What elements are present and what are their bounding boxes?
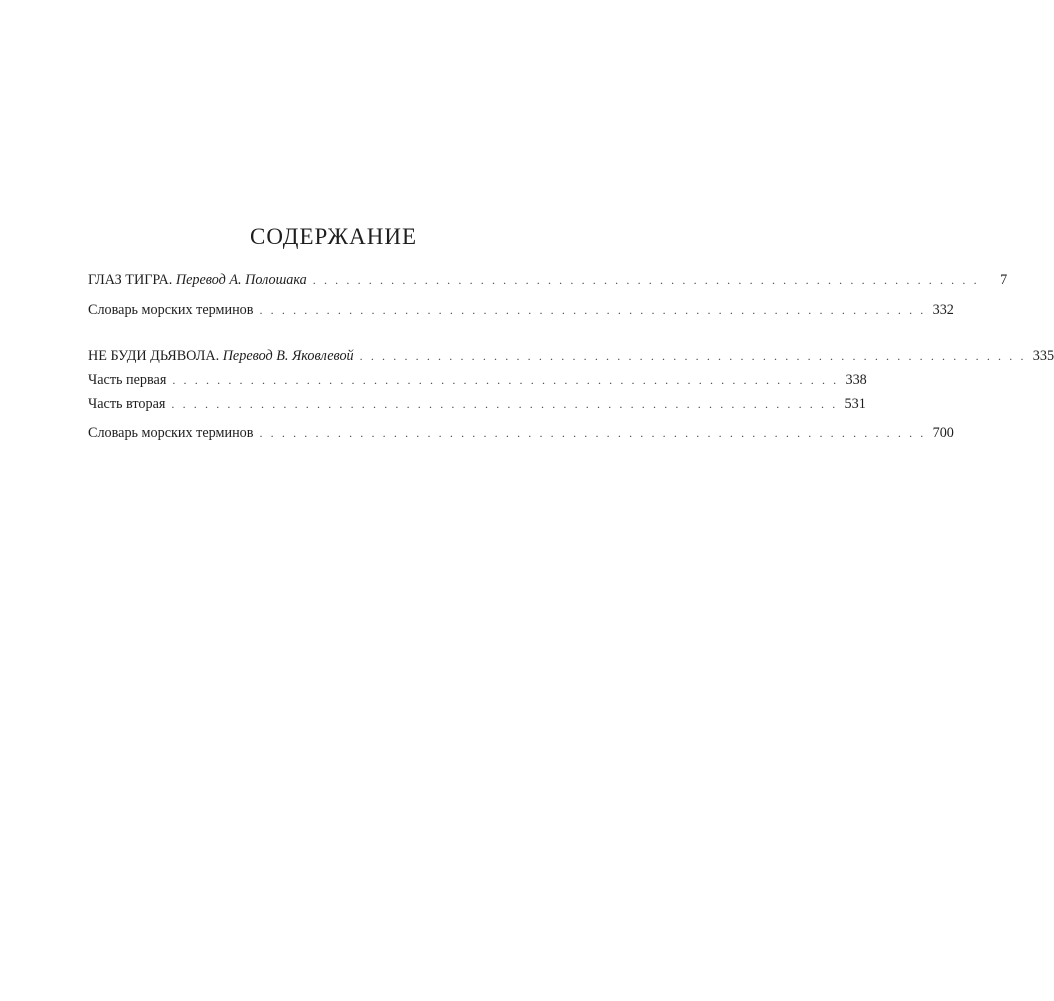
- toc-entry-title: Часть первая: [88, 372, 167, 388]
- toc-dot-leader: . . . . . . . . . . . . . . . . . . . . . . . . . . . . . . . . . . . . . . . . . . . . . . . . . . . . . . . . . . . .: [171, 397, 838, 411]
- toc-dot-leader: . . . . . . . . . . . . . . . . . . . . . . . . . . . . . . . . . . . . . . . . . . . . . . . . . . . . . . . . . . . .: [172, 373, 839, 387]
- toc-entry-title: Словарь морских терминов: [88, 425, 254, 441]
- toc-entry-glaz-tigra[interactable]: [88, 270, 1008, 290]
- toc-entry-chast-pervaya[interactable]: [88, 370, 867, 390]
- toc-entry-page: 700: [932, 425, 954, 441]
- toc-entry-translator: Перевод А. Полошака: [175, 272, 307, 288]
- toc-entry-page: 335: [1032, 348, 1054, 364]
- toc-entry-text: [88, 394, 165, 414]
- toc-entry-slovar-1[interactable]: [88, 300, 954, 320]
- toc-entry-text: [88, 370, 166, 390]
- toc-entry-translator: Перевод В. Яковлевой: [222, 348, 354, 364]
- toc-entry-page: 332: [932, 302, 954, 318]
- toc-dot-leader: . . . . . . . . . . . . . . . . . . . . . . . . . . . . . . . . . . . . . . . . . . . . . . . . . . . . . . . . . . . .: [312, 273, 980, 287]
- toc-entry-page: 531: [844, 396, 866, 412]
- toc-entry-title: Словарь морских терминов: [88, 302, 254, 318]
- toc-entry-text: [88, 300, 253, 320]
- toc-entry-chast-vtoraya[interactable]: [88, 394, 866, 414]
- toc-heading: СОДЕРЖАНИЕ: [249, 224, 417, 249]
- toc-entry-text: [88, 346, 354, 366]
- toc-entry-slovar-2[interactable]: [88, 423, 954, 443]
- toc-entry-title: НЕ БУДИ ДЬЯВОЛА.: [88, 348, 220, 364]
- toc-entry-ne-budi-dyavola[interactable]: [88, 346, 1054, 366]
- toc-entry-title: ГЛАЗ ТИГРА.: [88, 272, 173, 288]
- toc-entry-text: [88, 423, 253, 443]
- toc-entry-page: 338: [845, 372, 867, 388]
- toc-dot-leader: . . . . . . . . . . . . . . . . . . . . . . . . . . . . . . . . . . . . . . . . . . . . . . . . . . . . . . . . . . . .: [259, 426, 926, 440]
- toc-entry-text: [88, 270, 307, 290]
- toc-entry-page: 7: [1000, 272, 1008, 288]
- toc-dot-leader: . . . . . . . . . . . . . . . . . . . . . . . . . . . . . . . . . . . . . . . . . . . . . . . . . . . . . . . . . . . .: [259, 303, 926, 317]
- toc-entry-title: Часть вторая: [88, 396, 166, 412]
- toc-dot-leader: . . . . . . . . . . . . . . . . . . . . . . . . . . . . . . . . . . . . . . . . . . . . . . . . . . . . . . . . . . . .: [359, 349, 1027, 363]
